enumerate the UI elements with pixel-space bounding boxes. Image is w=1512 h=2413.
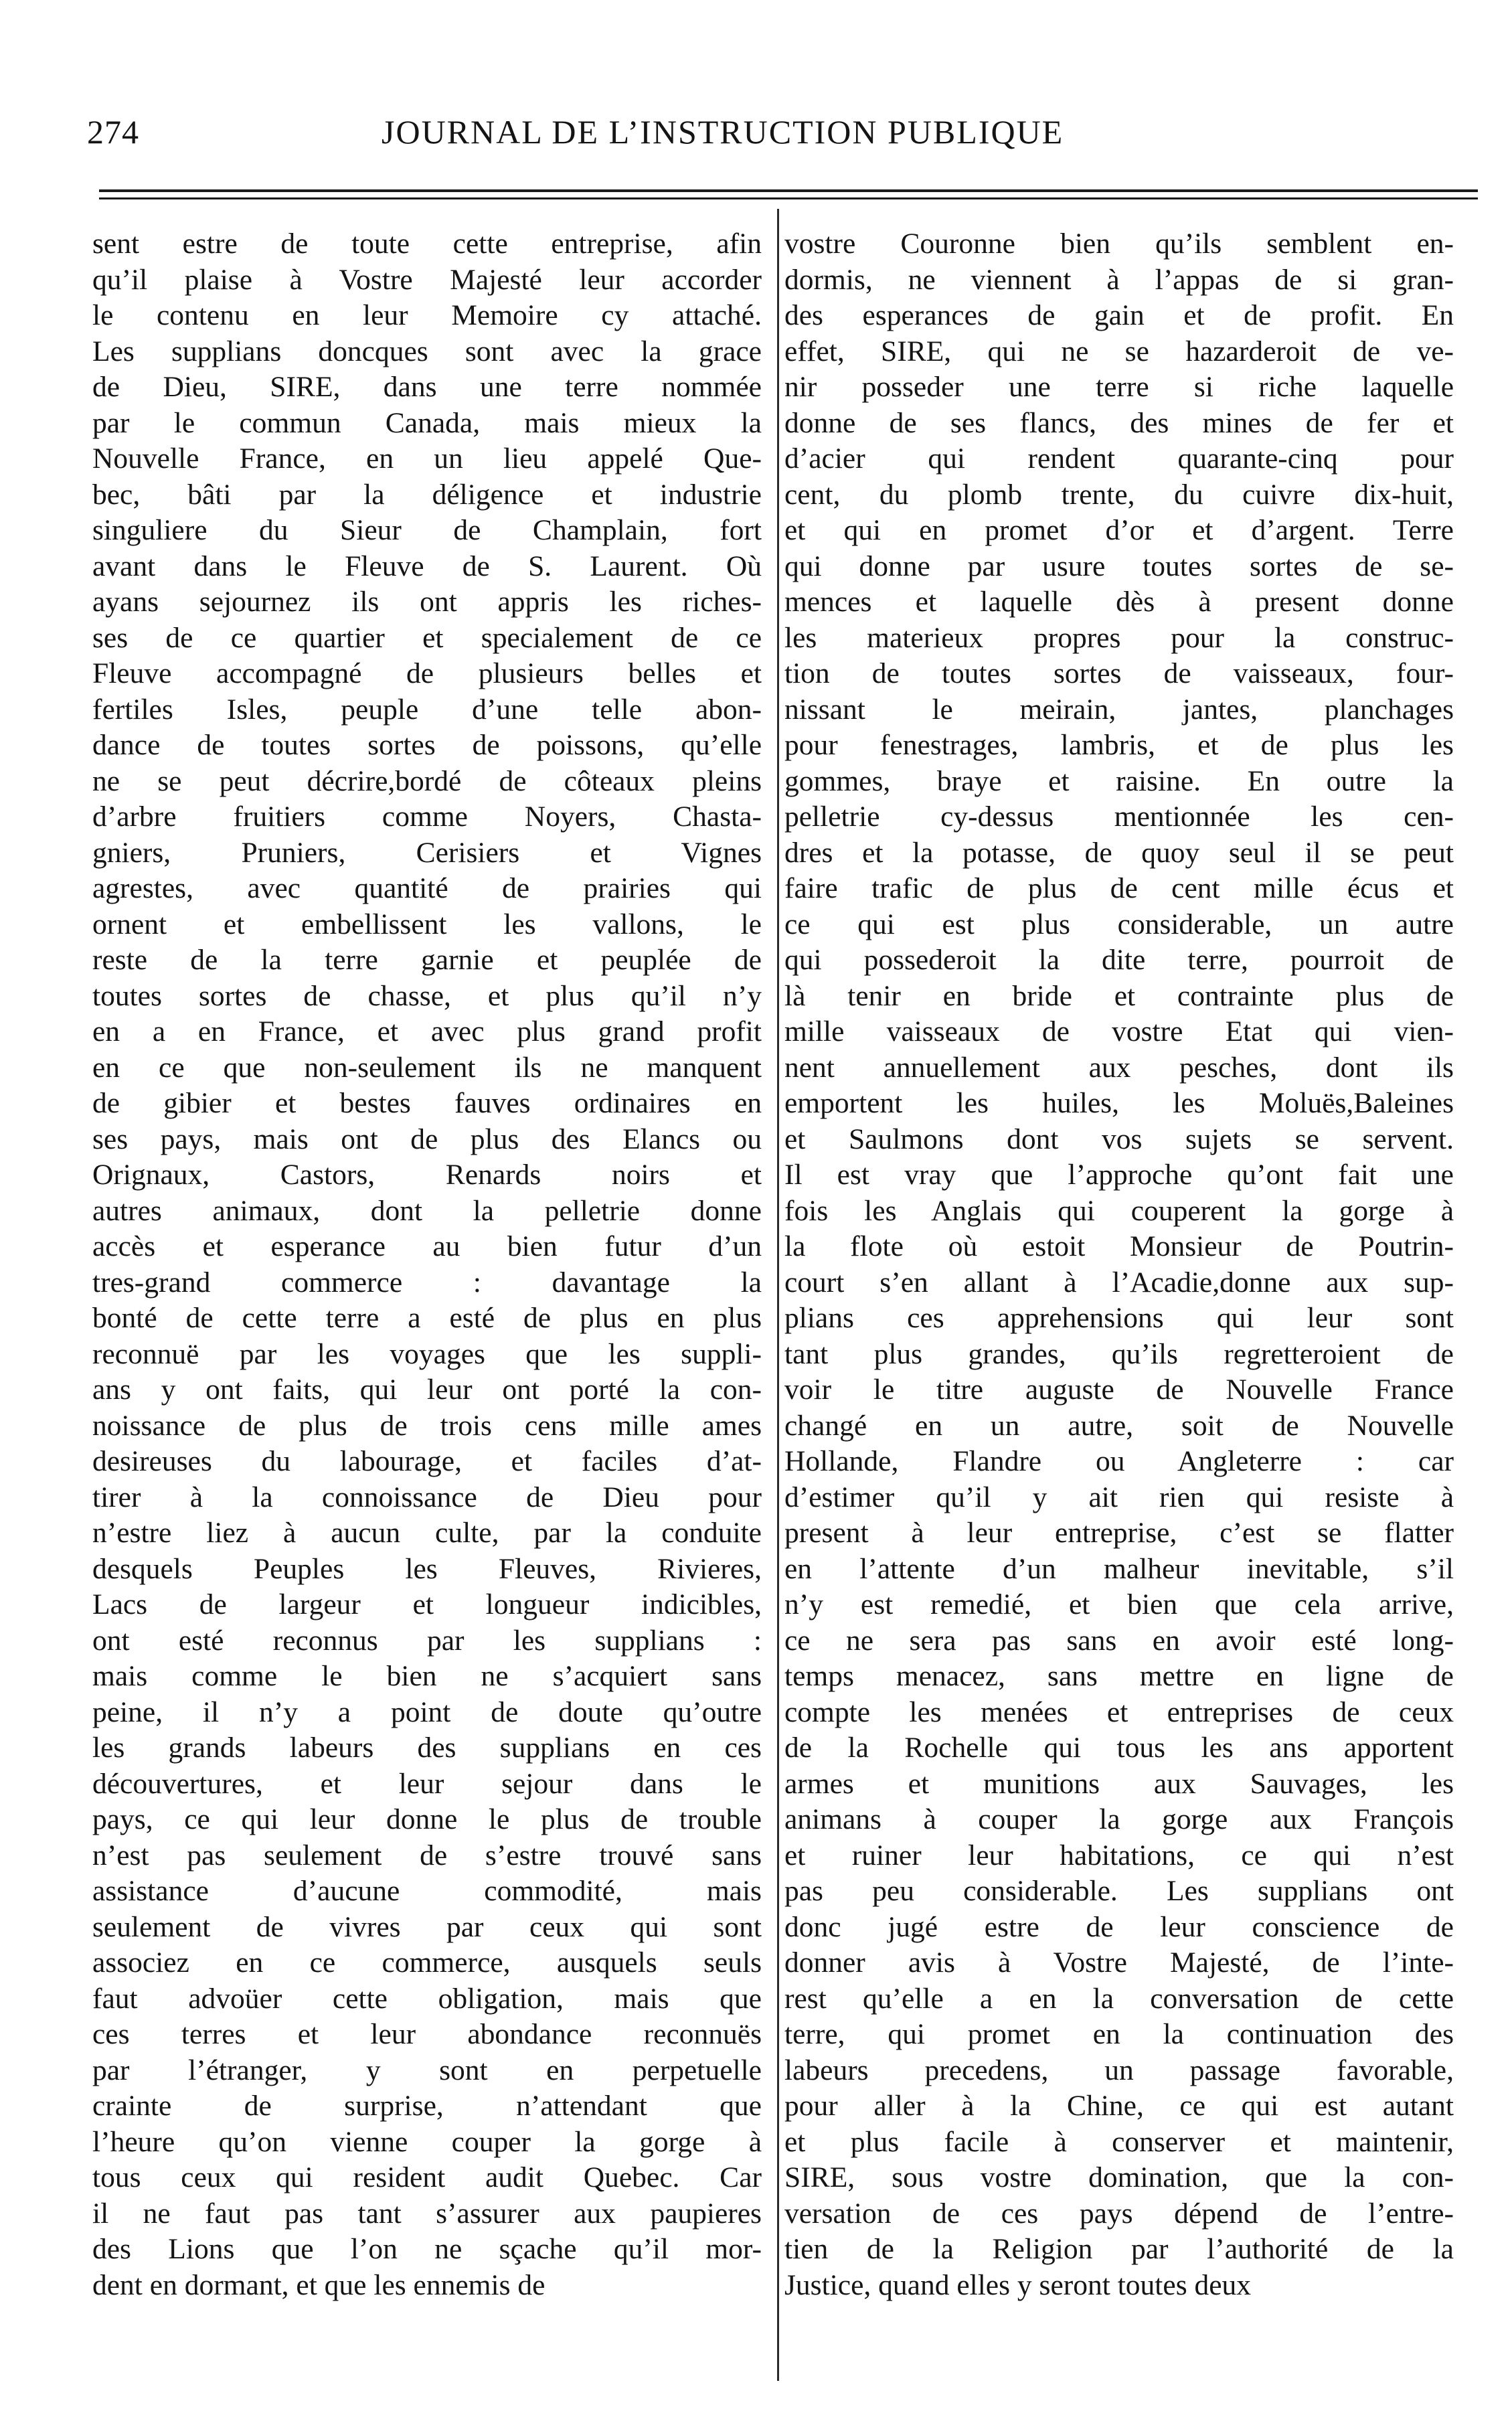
text-line: nissant le meirain, jantes, planchages (784, 693, 1454, 726)
text-line: qui possederoit la dite terre, pourroit de (784, 944, 1454, 976)
text-line: en a en France, et avec plus grand profit (92, 1015, 762, 1048)
text-line: noissance de plus de trois cens mille ames (92, 1409, 762, 1442)
text-line: donner avis à Vostre Majesté, de l’inte- (784, 1946, 1454, 1979)
text-line: en ce que non-seulement ils ne manquent (92, 1051, 762, 1084)
text-line: tres-grand commerce : davantage la (92, 1266, 762, 1299)
left-column (92, 226, 762, 2303)
text-line: et qui en promet d’or et d’argent. Terre (784, 514, 1454, 546)
text-line: de gibier et bestes fauves ordinaires en (92, 1087, 762, 1119)
text-line: ornent et embellissent les vallons, le (92, 908, 762, 940)
text-line: qu’il plaise à Vostre Majesté leur accorder (92, 263, 762, 296)
text-line: agrestes, avec quantité de prairies qui (92, 872, 762, 904)
text-line: court s’en allant à l’Acadie,donne aux sup- (784, 1266, 1454, 1299)
text-line: compte les menées et entreprises de ceux (784, 1695, 1454, 1728)
text-line: pas peu considerable. Les supplians ont (784, 1875, 1454, 1907)
text-line: de la Rochelle qui tous les ans apportent (784, 1732, 1454, 1764)
text-line: dormis, ne viennent à l’appas de si gran- (784, 263, 1454, 296)
text-line: terre, qui promet en la continuation des (784, 2018, 1454, 2050)
text-line: ne se peut décrire,bordé de côteaux pleins (92, 764, 762, 797)
text-line: SIRE, sous vostre domination, que la con- (784, 2161, 1454, 2193)
text-line: qui donne par usure toutes sortes de se- (784, 550, 1454, 582)
right-column (784, 226, 1454, 2303)
text-line: labeurs precedens, un passage favorable, (784, 2054, 1454, 2086)
text-line: animans à couper la gorge aux François (784, 1803, 1454, 1835)
text-line: là tenir en bride et contrainte plus de (784, 979, 1454, 1012)
text-line: emportent les huiles, les Moluës,Baleines (784, 1087, 1454, 1119)
text-line: mences et laquelle dès à present donne (784, 586, 1454, 618)
text-line: associez en ce commerce, ausquels seuls (92, 1946, 762, 1979)
text-line: autres animaux, dont la pelletrie donne (92, 1194, 762, 1227)
text-line: ans y ont faits, qui leur ont porté la con- (92, 1374, 762, 1406)
text-line: Hollande, Flandre ou Angleterre : car (784, 1445, 1454, 1477)
text-line: d’estimer qu’il y ait rien qui resiste à (784, 1481, 1454, 1513)
text-line: Nouvelle France, en un lieu appelé Que- (92, 442, 762, 475)
text-line: seulement de vivres par ceux qui sont (92, 1910, 762, 1943)
text-line: sent estre de toute cette entreprise, afin (92, 228, 762, 260)
text-line: faire trafic de plus de cent mille écus et (784, 872, 1454, 904)
text-line: assistance d’aucune commodité, mais (92, 1875, 762, 1907)
text-line: vostre Couronne bien qu’ils semblent en- (784, 228, 1454, 260)
text-line: tant plus grandes, qu’ils regretteroient de (784, 1337, 1454, 1370)
text-line: rest qu’elle a en la conversation de cette (784, 1982, 1454, 2015)
text-line: ce qui est plus considerable, un autre (784, 908, 1454, 940)
text-line: crainte de surprise, n’attendant que (92, 2090, 762, 2122)
header-rule-thick (99, 189, 1478, 192)
text-line: donne de ses flancs, des mines de fer et (784, 406, 1454, 439)
text-line: n’y est remedié, et bien que cela arrive, (784, 1588, 1454, 1620)
text-line: et Saulmons dont vos sujets se servent. (784, 1122, 1454, 1155)
text-line: desquels Peuples les Fleuves, Rivieres, (92, 1552, 762, 1585)
text-line: donc jugé estre de leur conscience de (784, 1910, 1454, 1943)
text-line: n’estre liez à aucun culte, par la conduite (92, 1517, 762, 1549)
text-line: versation de ces pays dépend de l’entre- (784, 2197, 1454, 2230)
text-line: gniers, Pruniers, Cerisiers et Vignes (92, 836, 762, 869)
text-line: n’est pas seulement de s’estre trouvé sans (92, 1839, 762, 1871)
text-line: cent, du plomb trente, du cuivre dix-huit, (784, 478, 1454, 511)
text-line: effet, SIRE, qui ne se hazarderoit de ve- (784, 335, 1454, 367)
text-line: Orignaux, Castors, Renards noirs et (92, 1159, 762, 1191)
text-line: en l’attente d’un malheur inevitable, s’il (784, 1552, 1454, 1585)
text-line: ayans sejournez ils ont appris les riches- (92, 586, 762, 618)
text-line: accès et esperance au bien futur d’un (92, 1230, 762, 1262)
text-line: ses pays, mais ont de plus des Elancs ou (92, 1122, 762, 1155)
text-line: reste de la terre garnie et peuplée de (92, 944, 762, 976)
text-line: par l’étranger, y sont en perpetuelle (92, 2054, 762, 2086)
text-line: pour fenestrages, lambris, et de plus les (784, 729, 1454, 761)
text-line: dance de toutes sortes de poissons, qu’elle (92, 729, 762, 761)
text-line: fois les Anglais qui couperent la gorge à (784, 1194, 1454, 1227)
text-line: tirer à la connoissance de Dieu pour (92, 1481, 762, 1513)
text-line: le contenu en leur Memoire cy attaché. (92, 299, 762, 331)
text-line: découvertures, et leur sejour dans le (92, 1767, 762, 1800)
text-line: peine, il n’y a point de doute qu’outre (92, 1695, 762, 1728)
text-line: faut advoüer cette obligation, mais que (92, 1982, 762, 2015)
text-line: il ne faut pas tant s’assurer aux paupieres (92, 2197, 762, 2230)
text-line: singuliere du Sieur de Champlain, fort (92, 514, 762, 546)
text-line: desireuses du labourage, et faciles d’at- (92, 1445, 762, 1477)
text-line: Il est vray que l’approche qu’ont fait une (784, 1159, 1454, 1191)
text-line: avant dans le Fleuve de S. Laurent. Où (92, 550, 762, 582)
text-line: tien de la Religion par l’authorité de la (784, 2233, 1454, 2265)
text-line: mille vaisseaux de vostre Etat qui vien- (784, 1015, 1454, 1048)
text-line: mais comme le bien ne s’acquiert sans (92, 1660, 762, 1692)
text-line: ont esté reconnus par les supplians : (92, 1624, 762, 1657)
text-line: dres et la potasse, de quoy seul il se peut (784, 836, 1454, 869)
text-line: changé en un autre, soit de Nouvelle (784, 1409, 1454, 1442)
text-line: Lacs de largeur et longueur indicibles, (92, 1588, 762, 1620)
text-line: present à leur entreprise, c’est se flatter (784, 1517, 1454, 1549)
text-line: Fleuve accompagné de plusieurs belles et (92, 657, 762, 689)
page-number: 274 (87, 113, 139, 151)
text-line: dent en dormant, et que les ennemis de (92, 2268, 545, 2301)
text-line: armes et munitions aux Sauvages, les (784, 1767, 1454, 1800)
text-line: d’arbre fruitiers comme Noyers, Chasta- (92, 801, 762, 833)
text-line: ses de ce quartier et specialement de ce (92, 621, 762, 654)
text-line: des Lions que l’on ne sçache qu’il mor- (92, 2233, 762, 2265)
text-line: pour aller à la Chine, ce qui est autant (784, 2090, 1454, 2122)
text-line: tous ceux qui resident audit Quebec. Car (92, 2161, 762, 2193)
header-rule-thin (99, 197, 1478, 199)
text-line: l’heure qu’on vienne couper la gorge à (92, 2125, 762, 2158)
text-line: des esperances de gain et de profit. En (784, 299, 1454, 331)
column-divider (777, 209, 779, 2381)
text-line: toutes sortes de chasse, et plus qu’il n’y (92, 979, 762, 1012)
text-line: Justice, quand elles y seront toutes deux (784, 2268, 1252, 2301)
text-line: la flote où estoit Monsieur de Poutrin- (784, 1230, 1454, 1262)
text-line: et ruiner leur habitations, ce qui n’est (784, 1839, 1454, 1871)
text-line: gommes, braye et raisine. En outre la (784, 764, 1454, 797)
text-line: Les supplians doncques sont avec la grace (92, 335, 762, 367)
running-head (87, 112, 1165, 159)
text-line: ces terres et leur abondance reconnuës (92, 2018, 762, 2050)
text-line: par le commun Canada, mais mieux la (92, 406, 762, 439)
text-line: voir le titre auguste de Nouvelle France (784, 1374, 1454, 1406)
text-line: bonté de cette terre a esté de plus en plus (92, 1302, 762, 1334)
text-line: temps menacez, sans mettre en ligne de (784, 1660, 1454, 1692)
text-line: ce ne sera pas sans en avoir esté long- (784, 1624, 1454, 1657)
text-line: pays, ce qui leur donne le plus de trouble (92, 1803, 762, 1835)
text-line: de Dieu, SIRE, dans une terre nommée (92, 371, 762, 403)
text-line: bec, bâti par la déligence et industrie (92, 478, 762, 511)
text-line: les materieux propres pour la construc- (784, 621, 1454, 654)
text-line: tion de toutes sortes de vaisseaux, four- (784, 657, 1454, 689)
text-line: nir posseder une terre si riche laquelle (784, 371, 1454, 403)
text-line: plians ces apprehensions qui leur sont (784, 1302, 1454, 1334)
text-line: reconnuë par les voyages que les suppli- (92, 1337, 762, 1370)
text-line: nent annuellement aux pesches, dont ils (784, 1051, 1454, 1084)
journal-title: JOURNAL DE L’INSTRUCTION PUBLIQUE (382, 113, 1064, 151)
text-line: les grands labeurs des supplians en ces (92, 1732, 762, 1764)
text-line: fertiles Isles, peuple d’une telle abon- (92, 693, 762, 726)
text-line: d’acier qui rendent quarante-cinq pour (784, 442, 1454, 475)
text-line: et plus facile à conserver et maintenir, (784, 2125, 1454, 2158)
text-line: pelletrie cy-dessus mentionnée les cen- (784, 801, 1454, 833)
